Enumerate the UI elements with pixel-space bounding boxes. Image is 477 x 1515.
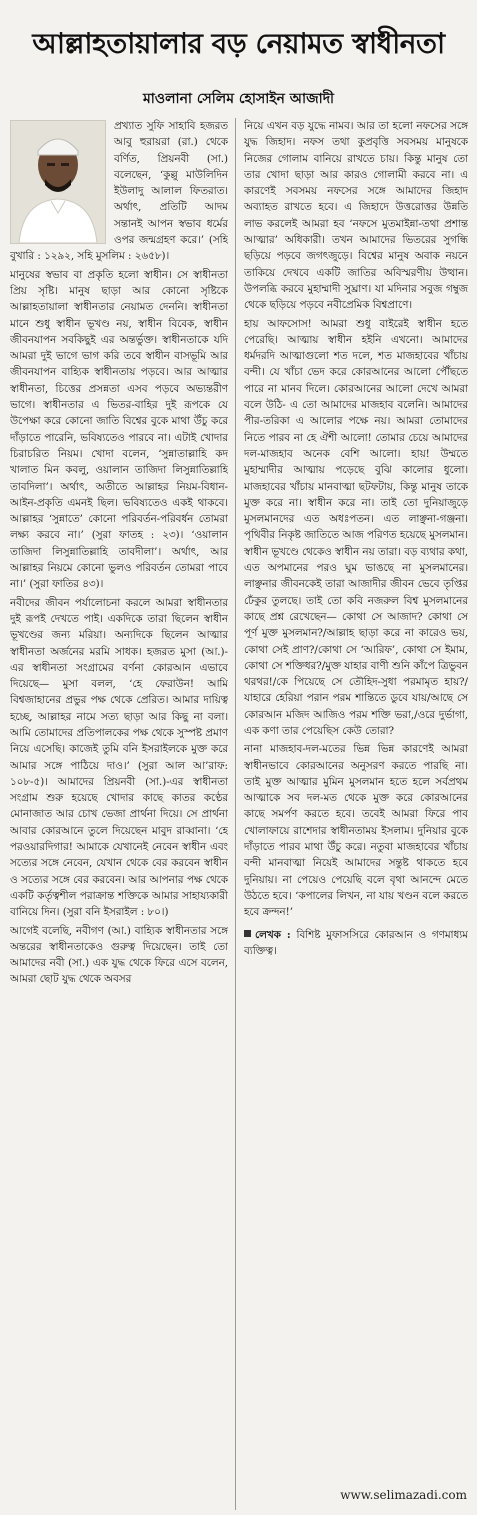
author-portrait-icon xyxy=(10,120,106,244)
author-credit xyxy=(244,927,468,959)
paragraph: হায় আফসোস! আমরা শুধু বাইরেই স্বাধীন হতে পেরেছি। আত্মায় স্বাধীন হইনি এখনো। আমাদের ধর্মদরদি আত্মাগুলো শত দলে, শত মাজহাবের খাঁচায় বন্দী। যে খাঁচা ভেদ করে কোরআনের আলো পৌঁছতে পারে না মানব দিলে। কোরআনের আলো দেখে আমরা বলে উঠি- এ তো আমাদের মাজহাব বলেনি। আমাদের পীর-তরিকা এ আলোর পক্ষে নয়। আমরা তোমাদের নিতে পারব না হে ঐশী আলো! তোমার চেয়ে আমাদের দল-মাজহাব অনেক বেশি আলো। হায়! উম্মতে মুহাম্মাদীর আত্মায় পড়েছে বুঝি কালোর ধুলো। মাজহাবের খাঁচায় মানবাত্মা ছটফটায়, কিন্তু মানুষ তাকে মুক্ত করে না। স্বাধীন করে না। তাই তো দুনিয়াজুড়ে মুসলমানদের এত অধঃপতন। এত লাঞ্ছনা-গঞ্জনা। পৃথিবীর নিকৃষ্ট জাতিতে আজ পরিণত হয়েছে মুসলমান। স্বাধীন ভূখণ্ডে থেকেও স্বাধীন নয় তারা। বড় ব্যথার কথা, এত অপমানের পরও ঘুম ভাঙছে না মুসলমানের। লাঞ্ছনার জীবনকেই তারা আজাদীর জীবন ভেবে তৃপ্তির ঢেঁকুর তুলছে। তাই তো কবি নজরুল বিশ্ব মুসলমানের কাছে প্রশ্ন রেখেছেন— কোথা সে আজাদ? কোথা সে পূর্ণ মুক্ত মুসলমান?/আল্লাহ ছাড়া করে না কারেও ভয়, কোথা সেই প্রাণ?/কোথা সে ‘আরিফ’, কোথা সে ইমাম, কোথা সে শক্তিধর?/মুক্ত যাহার বাণী শুনি কাঁপে ত্রিভুবন থরথর!/কে পিয়েছে সে তৌহিদ-সুধা পরমামৃত হায়?/যাহারে হেরিয়া পরান পরম শান্তিতে ডুবে যায়/আছে সে কোরআন মজিদ আজিও পরম শক্তি ভরা,/ওরে দুর্ভাগা, এক কণা তার পেয়েছিস কেউ তোরা? xyxy=(244,317,468,737)
credit-label: লেখক : xyxy=(255,928,291,941)
paragraph: নবীদের জীবন পর্যালোচনা করলে আমরা স্বাধীনতার দুই রূপই দেখতে পাই। একদিকে তারা ছিলেন স্বাধীন ভূখণ্ডের জন্য মরিয়া। অন্যদিকে ছিলেন আত্মার স্বাধীনতা অর্জনের মরমি সাধক। হজরত মুসা (আ.)-এর স্বাধীনতা সংগ্রামের বর্ণনা কোরআন এভাবে দিয়েছে— মুসা বলল, ‘হে ফেরাউন! আমি বিশ্বজাহানের প্রভুর পক্ষ থেকে প্রেরিত। আমার দায়িত্ব হচ্ছে, আল্লাহর নামে সত্য ছাড়া আর কিছু না বলা। আমি তোমাদের প্রতিপালকের পক্ষ থেকে সুস্পষ্ট প্রমাণ নিয়ে এসেছি। কাজেই তুমি বনি ইসরাইলকে মুক্ত করে আমার সঙ্গে পাঠিয়ে দাও।’ (সুরা আল আ’রাফ: ১০৮-৫)। আমাদের প্রিয়নবী (সা.)-এর স্বাধীনতা সংগ্রাম শুরু হয়েছে খোদার কাছে কাতর কণ্ঠের মোনাজাত আর চোখ ভেজা প্রার্থনা দিয়ে। সে প্রার্থনা আবার কোরআনে তুলে দিয়েছেন মাবুদ রাব্বানা। ‘হে পরওয়ারদিগার! আমাকে যেখানেই নেবেন স্বাধীন এবং সত্যের সঙ্গে নেবেন, যেখান থেকে বের করবেন স্বাধীন ও সত্যের সঙ্গে বের করবেন। আর আপনার পক্ষ থেকে একটি কর্তৃত্বশীল পরাক্রান্ত শক্তিকে আমার সাহায্যকারী বানিয়ে দিন। (সুরা বনি ইসরাইল : ৮০।) xyxy=(10,596,228,919)
credit-text: বিশিষ্ট মুফাসসিরে কোরআন ও গণমাধ্যম ব্যক্তিত্ব। xyxy=(244,928,468,957)
column-divider xyxy=(235,118,236,1510)
paragraph: নিয়ে এখন বড় যুদ্ধে নামব। আর তা হলো নফসের সঙ্গে যুদ্ধ জিহাদ। নফস তথা কুপ্রবৃত্তি সবসময় মানুষকে নিজের গোলাম বানিয়ে রাখতে চায়। কিন্তু মানুষ তো তার খোদা ছাড়া আর কারও গোলামী করবে না। এ কারণেই সবসময় নফসের সঙ্গে আমাদের জিহাদ অব্যাহত রাখতে হবে। এ জিহাদে উত্তরোত্তর উন্নতি লাভ করলেই আমরা হব ‘নফসে মুতমাইন্না-তথা প্রশান্ত আত্মার’ অধিকারী। তখন আমাদের ভিতরের সুগন্ধি ছড়িয়ে পড়বে জগৎজুড়ে। বিশ্বের মানুষ অবাক নয়নে তাকিয়ে দেখবে একটি জাতির অবিস্মরণীয় উত্থান। উপলব্ধি করবে মুহাম্মাদী সুঘ্রাণ। যা মদিনার সবুজ গম্বুজ থেকে ছড়িয়ে পড়বে নবীপ্রেমিক বিশ্বপ্রাণে। xyxy=(244,120,468,312)
left-column xyxy=(10,118,228,1510)
paragraph: আগেই বলেছি, নবীগণ (আ.) বাহ্যিক স্বাধীনতার সঙ্গে অন্তরের স্বাধীনতাকেও গুরুত্ব দিয়েছেন। তাই তো আমাদের নবী (সা.) এক যুদ্ধ থেকে ফিরে এসে বলেন, আমরা ছোট যুদ্ধ থেকে অবসর xyxy=(10,924,228,986)
bullet-square-icon xyxy=(244,930,251,937)
paragraph: প্রখ্যাত সুফি সাহাবি হজরত আবু হুরায়রা (রা.) থেকে বর্ণিত, প্রিয়নবী (সা.) বলেছেন, ‘কুল্লু মাউলিদিন ইউলাদু আলাল ফিতরাত। অর্থাৎ, প্রতিটি আদম সন্তানই আপন স্বভাব ধর্মের ওপর জন্মগ্রহণ করে।’ (সহি বুখারি : ১২৯২, সহি মুসলিম : ২৬৫৮)। xyxy=(10,120,228,263)
author-byline: মাওলানা সেলিম হোসাইন আজাদী xyxy=(142,91,335,107)
website-link[interactable]: www.selimazadi.com xyxy=(340,1488,467,1502)
right-column xyxy=(244,118,468,1510)
paragraph: নানা মাজহাব-দল-মতের ভিন্ন ভিন্ন কারণেই আমরা স্বাধীনভাবে কোরআনের অনুসরণ করতে পারছি না। তাই মুক্ত আত্মার মুমিন মুসলমান হতে হলে সর্বপ্রথম আত্মাকে সব দল-মত থেকে মুক্ত করে কোরআনের কাছে সমর্পণ করতে হবে। তবেই আমরা ফিরে পাব খোলাফায়ে রাশেদার স্বাধীনতাময় ইসলাম। দুনিয়ার বুকে দাঁড়াতে পারব মাথা উঁচু করে। নতুবা মাজহাবের খাঁচায় বন্দী মানবাত্মা নিয়েই আমাদের সন্তুষ্ট থাকতে হবে দুনিয়ায়। না পেয়েও পেয়েছি বলে বৃথা আনন্দে মেতে উঠতে হবে। ‘কপালের লিখন, না যায় খণ্ডন বলে করতে হবে ক্রন্দন!’ xyxy=(244,743,468,919)
headline: আল্লাহতায়ালার বড় নেয়ামত স্বাধীনতা xyxy=(32,26,445,60)
paragraph: মানুষের স্বভাব বা প্রকৃতি হলো স্বাধীন। সে স্বাধীনতা প্রিয় সৃষ্টি। মানুষ ছাড়া আর কোনো সৃষ্টিকে আল্লাহতায়ালা স্বাধীনতার নেয়ামত দেননি। স্বাধীনতা মানে শুধু স্বাধীন ভূখণ্ড নয়, স্বাধীন বিবেক, স্বাধীন জীবনযাপন সবকিছুই এর অন্তর্ভুক্ত। স্বাধীনতাকে যদি আমরা দুই ভাগে ভাগ করি তবে স্বাধীন বাসভূমি আর জীবনযাপন বাহ্যিক স্বাধীনতায় পড়বে। আর আত্মার স্বাধীনতা, চিত্তের প্রসন্নতা এসব পড়বে অভ্যন্তরীণ ভাগে। স্বাধীনতার এ ভিতর-বাহির দুই রূপকে যে উপেক্ষা করে কোনো জাতি বিশ্বের বুকে মাথা উঁচু করে দাঁড়াতে পারেনি, ভবিষ্যতেও পারবে না। এটাই খোদার চিরাচরিত নিয়ম। খোদা বলেন, ‘সুন্নাতাল্লাহি কদ খালাত মিন কবলু, ওয়ালান তাজিদা লিসুন্নাতিল্লাহি তাবদিলা’। অর্থাৎ, অতীতে আল্লাহর নিয়ম-বিধান-আইন-প্রকৃতি এমনই ছিল। ভবিষ্যতেও একই থাকবে। আল্লাহর ‘সুন্নাতে’ কোনো পরিবর্তন-পরিবর্ধন তোমরা লক্ষ্য করবে না।’ (সুরা ফাতহ : ২৩)। ‘ওয়ালান তাজিদা লিসুন্নাতিল্লাহি তাবদীলা’। অর্থাৎ, আর আল্লাহর নিয়মে কোনো ভুলও পরিবর্তন তোমরা পাবে না।’ (সুরা ফাতির ৪৩)। xyxy=(10,268,228,591)
